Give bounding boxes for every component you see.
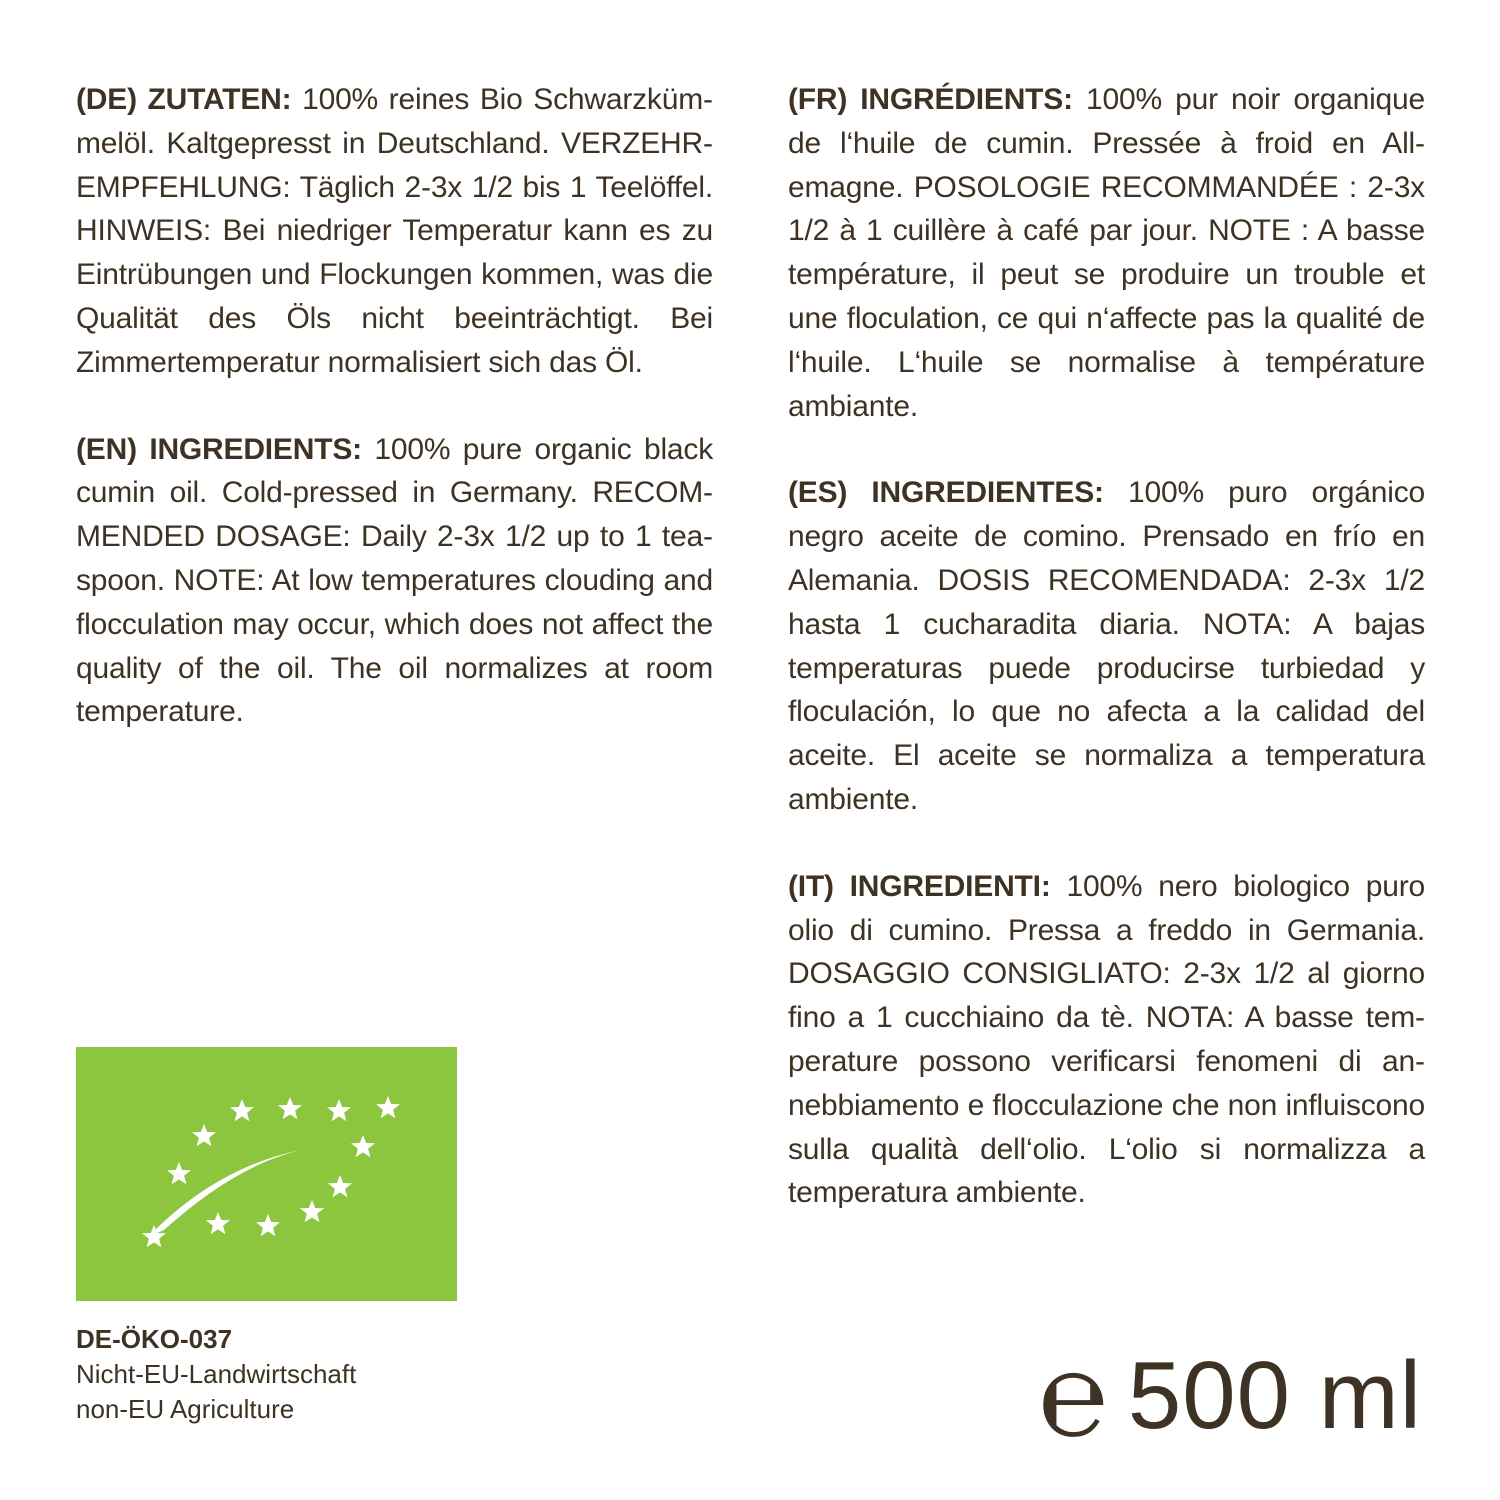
- section-body: 100% puro orgánico negro aceite de comino. Prensado en frío en Alemania. DOSIS RECOMENDADA: 2-3x 1/2 hasta 1 cucharadita diaria. NOTA: A bajas temperaturas puede producirse turbiedad y floculación, lo que no afecta a la calidad del aceite. El aceite se normaliza a temperatura ambiente.: [788, 476, 1425, 816]
- agriculture-origin-de: Nicht-EU-Landwirtschaft: [76, 1359, 357, 1389]
- section-fr: [788, 78, 1425, 428]
- section-body: 100% pur noir organique de l‘huile de cumin. Pressée à froid en Allemagne. POSOLOGIE RECOMMANDÉE : 2-3x 1/2 à 1 cuillère à café par jour. NOTE : A basse température, il peut se produire un trouble et une floculation, ce qui n‘affecte pas la qualité de l‘huile. L‘huile se normalise à température ambiante.: [788, 83, 1425, 423]
- section-body: 100% nero biologico puro olio di cumino. Pressa a freddo in Germania. DOSAGGIO CONSIGLIATO: 2-3x 1/2 al giorno fino a 1 cucchiaino da tè. NOTA: A basse temperature possono verificarsi fenomeni di annebbiamento e flocculazione che non influiscono sulla qualità dell‘olio. L‘olio si normalizza a temperatura ambiente.: [788, 869, 1425, 1210]
- eu-organic-leaf-icon: [76, 1047, 457, 1301]
- section-de: [76, 78, 713, 385]
- section-body: 100% pure organic black cumin oil. Cold-pressed in Germany. RECOMMENDED DOSAGE: Daily 2-3x 1/2 up to 1 teaspoon. NOTE: At low temperatures clouding and flocculation may occur, which does not affect the quality of the oil. The oil normalizes at room temperature.: [76, 432, 713, 729]
- section-heading: (FR) INGRÉDIENTS:: [788, 83, 1073, 116]
- section-es: [788, 471, 1425, 821]
- section-heading: (DE) ZUTATEN:: [76, 83, 292, 116]
- certification-block: [76, 1322, 356, 1427]
- agriculture-origin-en: non-EU Agriculture: [76, 1394, 295, 1424]
- section-heading: (IT) INGREDIENTI:: [788, 869, 1051, 903]
- eu-organic-logo-icon: [76, 1047, 457, 1301]
- section-body: 100% reines Bio Schwarzkümmelöl. Kaltgepresst in Deutschland. VERZEHREMPFEHLUNG: Täglich 2-3x 1/2 bis 1 Teelöffel. HINWEIS: Bei niedriger Temperatur kann es zu Eintrübungen und Flockungen kommen, was die Qualität des Öls nicht beeinträchtigt. Bei Zimmertemperatur normalisiert sich das Öl.: [76, 83, 713, 379]
- estimated-sign-icon: ℮: [1038, 1328, 1108, 1463]
- left-column: [76, 78, 713, 777]
- volume-amount: 500 ml: [1127, 1342, 1422, 1449]
- section-it: [788, 865, 1425, 1215]
- certification-code: DE-ÖKO-037: [76, 1324, 233, 1354]
- section-heading: (EN) INGREDIENTS:: [76, 432, 362, 466]
- section-heading: (ES) INGREDIENTES:: [788, 476, 1104, 510]
- leaf-stars: [142, 1096, 400, 1247]
- right-column: [788, 78, 1425, 1258]
- volume-label: [1038, 1328, 1422, 1463]
- section-en: [76, 428, 713, 735]
